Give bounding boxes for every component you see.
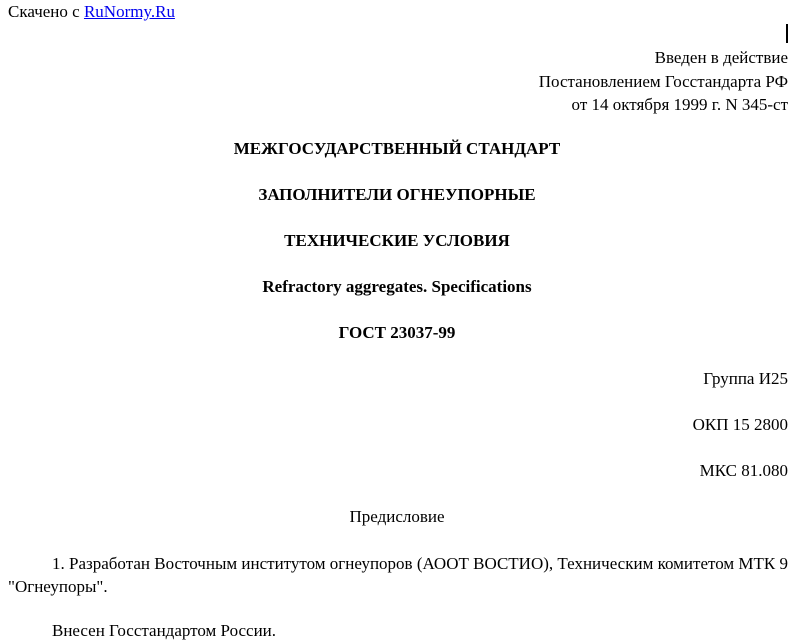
group-code: Группа И25 bbox=[703, 369, 788, 388]
enactment-line-3: от 14 октября 1999 г. N 345-ст bbox=[571, 95, 788, 114]
enactment-line-1: Введен в действие bbox=[654, 48, 788, 67]
gost-number: ГОСТ 23037-99 bbox=[338, 323, 456, 342]
enactment-line-2: Постановлением Госстандарта РФ bbox=[538, 71, 788, 91]
preface-item-1: 1. Разработан Восточным институтом огнеупоров (АООТ ВОСТИО), Техническим комитетом МТК 9 "Огнеупоры". bbox=[8, 554, 788, 596]
standard-type-heading: МЕЖГОСУДАРСТВЕННЫЙ СТАНДАРТ bbox=[233, 139, 561, 158]
mks-code: МКС 81.080 bbox=[699, 461, 788, 480]
source-prefix: Скачено с bbox=[8, 2, 84, 21]
source-link[interactable]: RuNormy.Ru bbox=[83, 2, 175, 21]
text-cursor bbox=[786, 24, 788, 43]
enactment-block bbox=[539, 46, 788, 117]
english-title: Refractory aggregates. Specifications bbox=[262, 277, 532, 296]
document-subtitle: ТЕХНИЧЕСКИЕ УСЛОВИЯ bbox=[284, 231, 510, 250]
source-line bbox=[8, 2, 175, 22]
okp-code: ОКП 15 2800 bbox=[692, 415, 788, 434]
document-title: ЗАПОЛНИТЕЛИ ОГНЕУПОРНЫЕ bbox=[258, 185, 536, 204]
preface-submitted: Внесен Госстандартом России. bbox=[52, 621, 277, 640]
preface-title: Предисловие bbox=[349, 507, 445, 526]
